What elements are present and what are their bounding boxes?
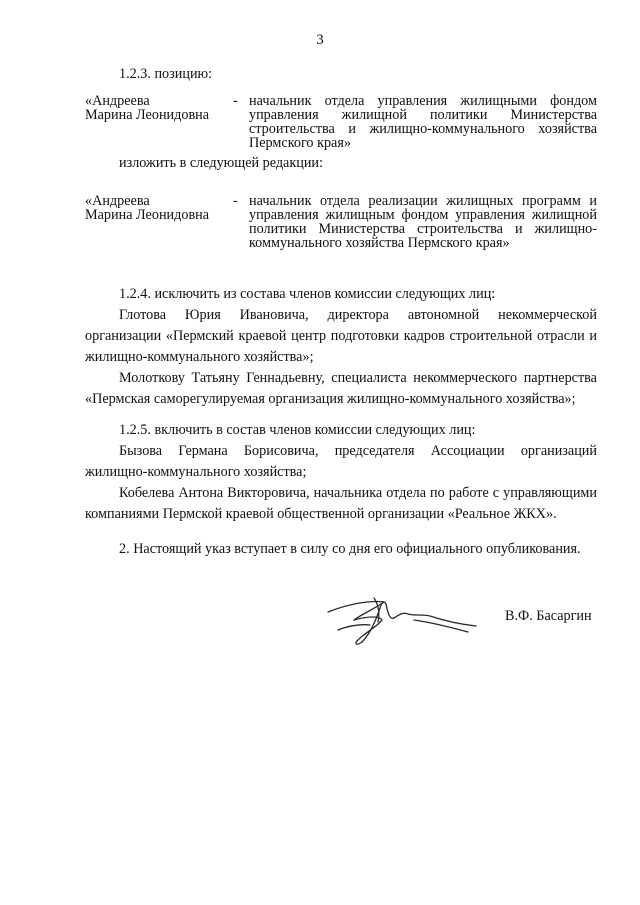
item-1-2-4-person1: Глотова Юрия Ивановича, директора автономной некоммерческой организации «Пермский краевой центр подготовки кадров строительной отрасли и жилищно-коммунального хозяйства»; [85,307,597,365]
new-entry-name-line1: «Андреева [85,193,150,209]
new-entry-dash: - [233,193,238,209]
new-entry [85,194,597,250]
item-1-2-5-person2: Кобелева Антона Викторовича, начальника отдела по работе с управляющими компаниями Пермской краевой общественной организации «Реальное ЖКХ». [85,485,597,522]
old-entry-name-line1: «Андреева [85,93,150,109]
page-number: 3 [316,32,324,48]
old-entry-name-line2: Марина Леонидовна [85,107,210,123]
item-1-2-3-transition: изложить в следующей редакции: [119,155,323,171]
item-1-2-3-intro: 1.2.3. позицию: [119,66,213,82]
item-1-2-5-intro: 1.2.5. включить в состав членов комиссии следующих лиц: [119,422,476,438]
new-entry-description: начальник отдела реализации жилищных программ и управления жилищным фондом управления жилищной политики Министерства строительства и жилищно-коммунального хозяйства Пермского края» [249,193,597,251]
item-1-2-4-intro: 1.2.4. исключить из состава членов комиссии следующих лиц: [119,286,496,302]
old-entry [85,94,597,150]
old-entry-dash: - [233,93,238,109]
new-entry-name-line2: Марина Леонидовна [85,207,210,223]
signer-name: В.Ф. Басаргин [505,608,592,624]
old-entry-description: начальник отдела управления жилищными фондом управления жилищной политики Министерства строительства и жилищно-коммунального хозяйства Пермского края» [249,93,597,151]
item-1-2-5-person1: Бызова Германа Борисовича, председателя Ассоциации организаций жилищно-коммунального хозяйства; [85,443,597,480]
handwritten-signature [318,590,486,650]
new-entry-name [85,194,233,250]
old-entry-name [85,94,233,150]
item-2-effective-clause: 2. Настоящий указ вступает в силу со дня его официального опубликования. [119,541,581,557]
item-1-2-4-person2: Молоткову Татьяну Геннадьевну, специалиста некоммерческого партнерства «Пермская саморегулируемая организация жилищно-коммунального хозяйства»; [85,370,597,407]
